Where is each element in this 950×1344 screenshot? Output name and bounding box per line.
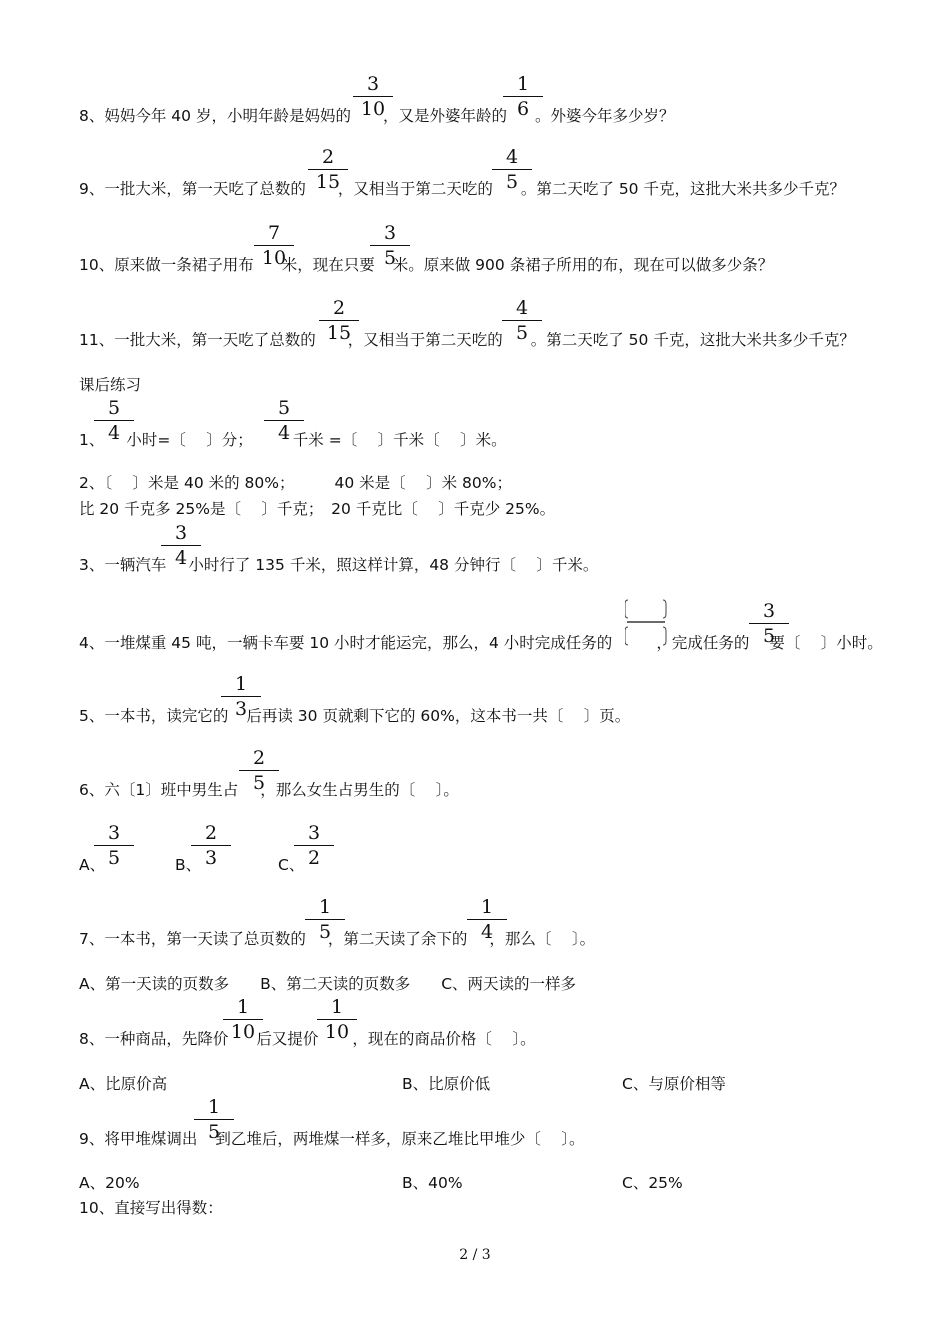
- problem-8-text-c: 。外婆今年多少岁？: [534, 107, 675, 125]
- exercise-8-option-a: A、比原价高: [79, 1075, 168, 1093]
- problem-11-text-b: ，又相当于第二天吃的: [347, 331, 503, 349]
- fraction: 1 4: [467, 897, 507, 943]
- fraction: 7 10: [254, 223, 294, 269]
- fraction: 2 15: [319, 298, 359, 344]
- exercise-3-text-a: 3、一辆汽车: [79, 556, 167, 574]
- section-title: 课后练习: [79, 376, 142, 394]
- exercise-2-line-2: 比 20 千克多 25%是〔 〕千克； 20 千克比〔 〕千克少 25%。: [79, 500, 556, 518]
- problem-11-text-c: 。第二天吃了 50 千克，这批大米共多少千克？: [530, 331, 855, 349]
- fraction: 2 5: [239, 748, 279, 794]
- fraction: 3 4: [161, 523, 201, 569]
- problem-8-text-b: ，又是外婆年龄的: [382, 107, 507, 125]
- fraction: 2 3: [191, 823, 231, 869]
- blank-fraction: [625, 597, 669, 651]
- exercise-9-option-c: C、25%: [622, 1174, 683, 1192]
- fraction: 3 5: [94, 823, 134, 869]
- exercise-6-text-b: ，那么女生占男生的〔 〕。: [260, 781, 459, 799]
- problem-10: [79, 255, 773, 275]
- exercise-3-text-b: 小时行了 135 千米，照这样计算，48 分钟行〔 〕千米。: [188, 556, 599, 574]
- exercise-8-option-c: C、与原价相等: [622, 1075, 726, 1093]
- exercise-8-text-c: ，现在的商品价格〔 〕。: [352, 1030, 536, 1048]
- exercise-9-option-b: B、40%: [402, 1174, 463, 1192]
- problem-9-text-a: 9、一批大米，第一天吃了总数的: [79, 180, 306, 198]
- problem-8-text-a: 8、妈妈今年 40 岁，小明年龄是妈妈的: [79, 107, 351, 125]
- fraction: 3 2: [294, 823, 334, 869]
- exercise-8: [79, 1029, 536, 1049]
- exercise-6-text-a: 6、六〔1〕班中男生占: [79, 781, 239, 799]
- exercise-2-text-a: 2、〔 〕米是 40 米的 80%；: [79, 474, 295, 492]
- problem-11: [79, 330, 855, 350]
- exercise-3: [79, 555, 598, 575]
- exercise-10: 10、直接写出得数：: [79, 1199, 223, 1217]
- problem-11-text-a: 11、一批大米，第一天吃了总数的: [79, 331, 316, 349]
- exercise-4-text-c: 要〔 〕小时。: [769, 634, 883, 652]
- fraction: 1 10: [223, 997, 263, 1043]
- exercise-2-line-1: [79, 473, 512, 493]
- fraction: 5 4: [94, 398, 134, 444]
- fraction: 4 5: [492, 147, 532, 193]
- exercise-9-text-a: 9、将甲堆煤调出: [79, 1130, 198, 1148]
- exercise-8-text-b: 后又提价: [256, 1030, 319, 1048]
- exercise-7-text-b: ，第二天读了余下的: [327, 930, 468, 948]
- fraction: 3 5: [370, 223, 410, 269]
- problem-9: [79, 179, 845, 199]
- exercise-6-option-b: B、: [175, 856, 202, 874]
- exercise-9-text-b: 到乙堆后，两堆煤一样多，原来乙堆比甲堆少〔 〕。: [215, 1130, 585, 1148]
- exercise-1-text-c: 千米 =〔 〕千米〔 〕米。: [292, 431, 507, 449]
- exercise-5-text-b: 后再读 30 页就剩下它的 60%，这本书一共〔 〕页。: [246, 707, 631, 725]
- page-number: 2 / 3: [459, 1247, 491, 1263]
- exercise-6-option-a: A、: [79, 856, 106, 874]
- exercise-8-option-b: B、比原价低: [402, 1075, 491, 1093]
- exercise-8-text-a: 8、一种商品，先降价: [79, 1030, 229, 1048]
- fraction: 4 5: [502, 298, 542, 344]
- exercise-7-options: A、第一天读的页数多 B、第二天读的页数多 C、两天读的一样多: [79, 975, 577, 993]
- exercise-7-text-c: ，那么〔 〕。: [489, 930, 596, 948]
- exercise-1-text-b: 小时=〔 〕分；: [126, 431, 253, 449]
- exercise-4-text-a: 4、一堆煤重 45 吨，一辆卡车要 10 小时才能运完，那么，4 小时完成任务的: [79, 634, 613, 652]
- exercise-2-text-b: 40 米是〔 〕米 80%；: [334, 474, 512, 492]
- problem-9-text-b: ，又相当于第二天吃的: [337, 180, 493, 198]
- fraction: 3 10: [353, 74, 393, 120]
- problem-10-text-c: 米。原来做 900 条裙子所用的布，现在可以做多少条？: [392, 256, 774, 274]
- exercise-9-option-a: A、20%: [79, 1174, 140, 1192]
- fraction: 1 3: [221, 674, 261, 720]
- fraction: 1 6: [503, 74, 543, 120]
- exercise-9: [79, 1129, 585, 1149]
- fraction: 1 5: [305, 897, 345, 943]
- exercise-5: [79, 706, 630, 726]
- exercise-4-text-b: ，完成任务的: [656, 634, 750, 652]
- problem-10-text-a: 10、原来做一条裙子用布: [79, 256, 254, 274]
- exercise-7-text-a: 7、一本书，第一天读了总页数的: [79, 930, 306, 948]
- problem-9-text-c: 。第二天吃了 50 千克，这批大米共多少千克？: [520, 180, 845, 198]
- exercise-6-option-c: C、: [278, 856, 305, 874]
- fraction: 2 15: [308, 147, 348, 193]
- exercise-5-text-a: 5、一本书，读完它的: [79, 707, 229, 725]
- fraction: 5 4: [264, 398, 304, 444]
- fraction: 1 10: [317, 997, 357, 1043]
- fraction: 3 5: [749, 601, 789, 647]
- exercise-1-text-a: 1、: [79, 431, 105, 449]
- problem-10-text-b: 米，现在只要: [281, 256, 375, 274]
- fraction: 1 5: [194, 1097, 234, 1143]
